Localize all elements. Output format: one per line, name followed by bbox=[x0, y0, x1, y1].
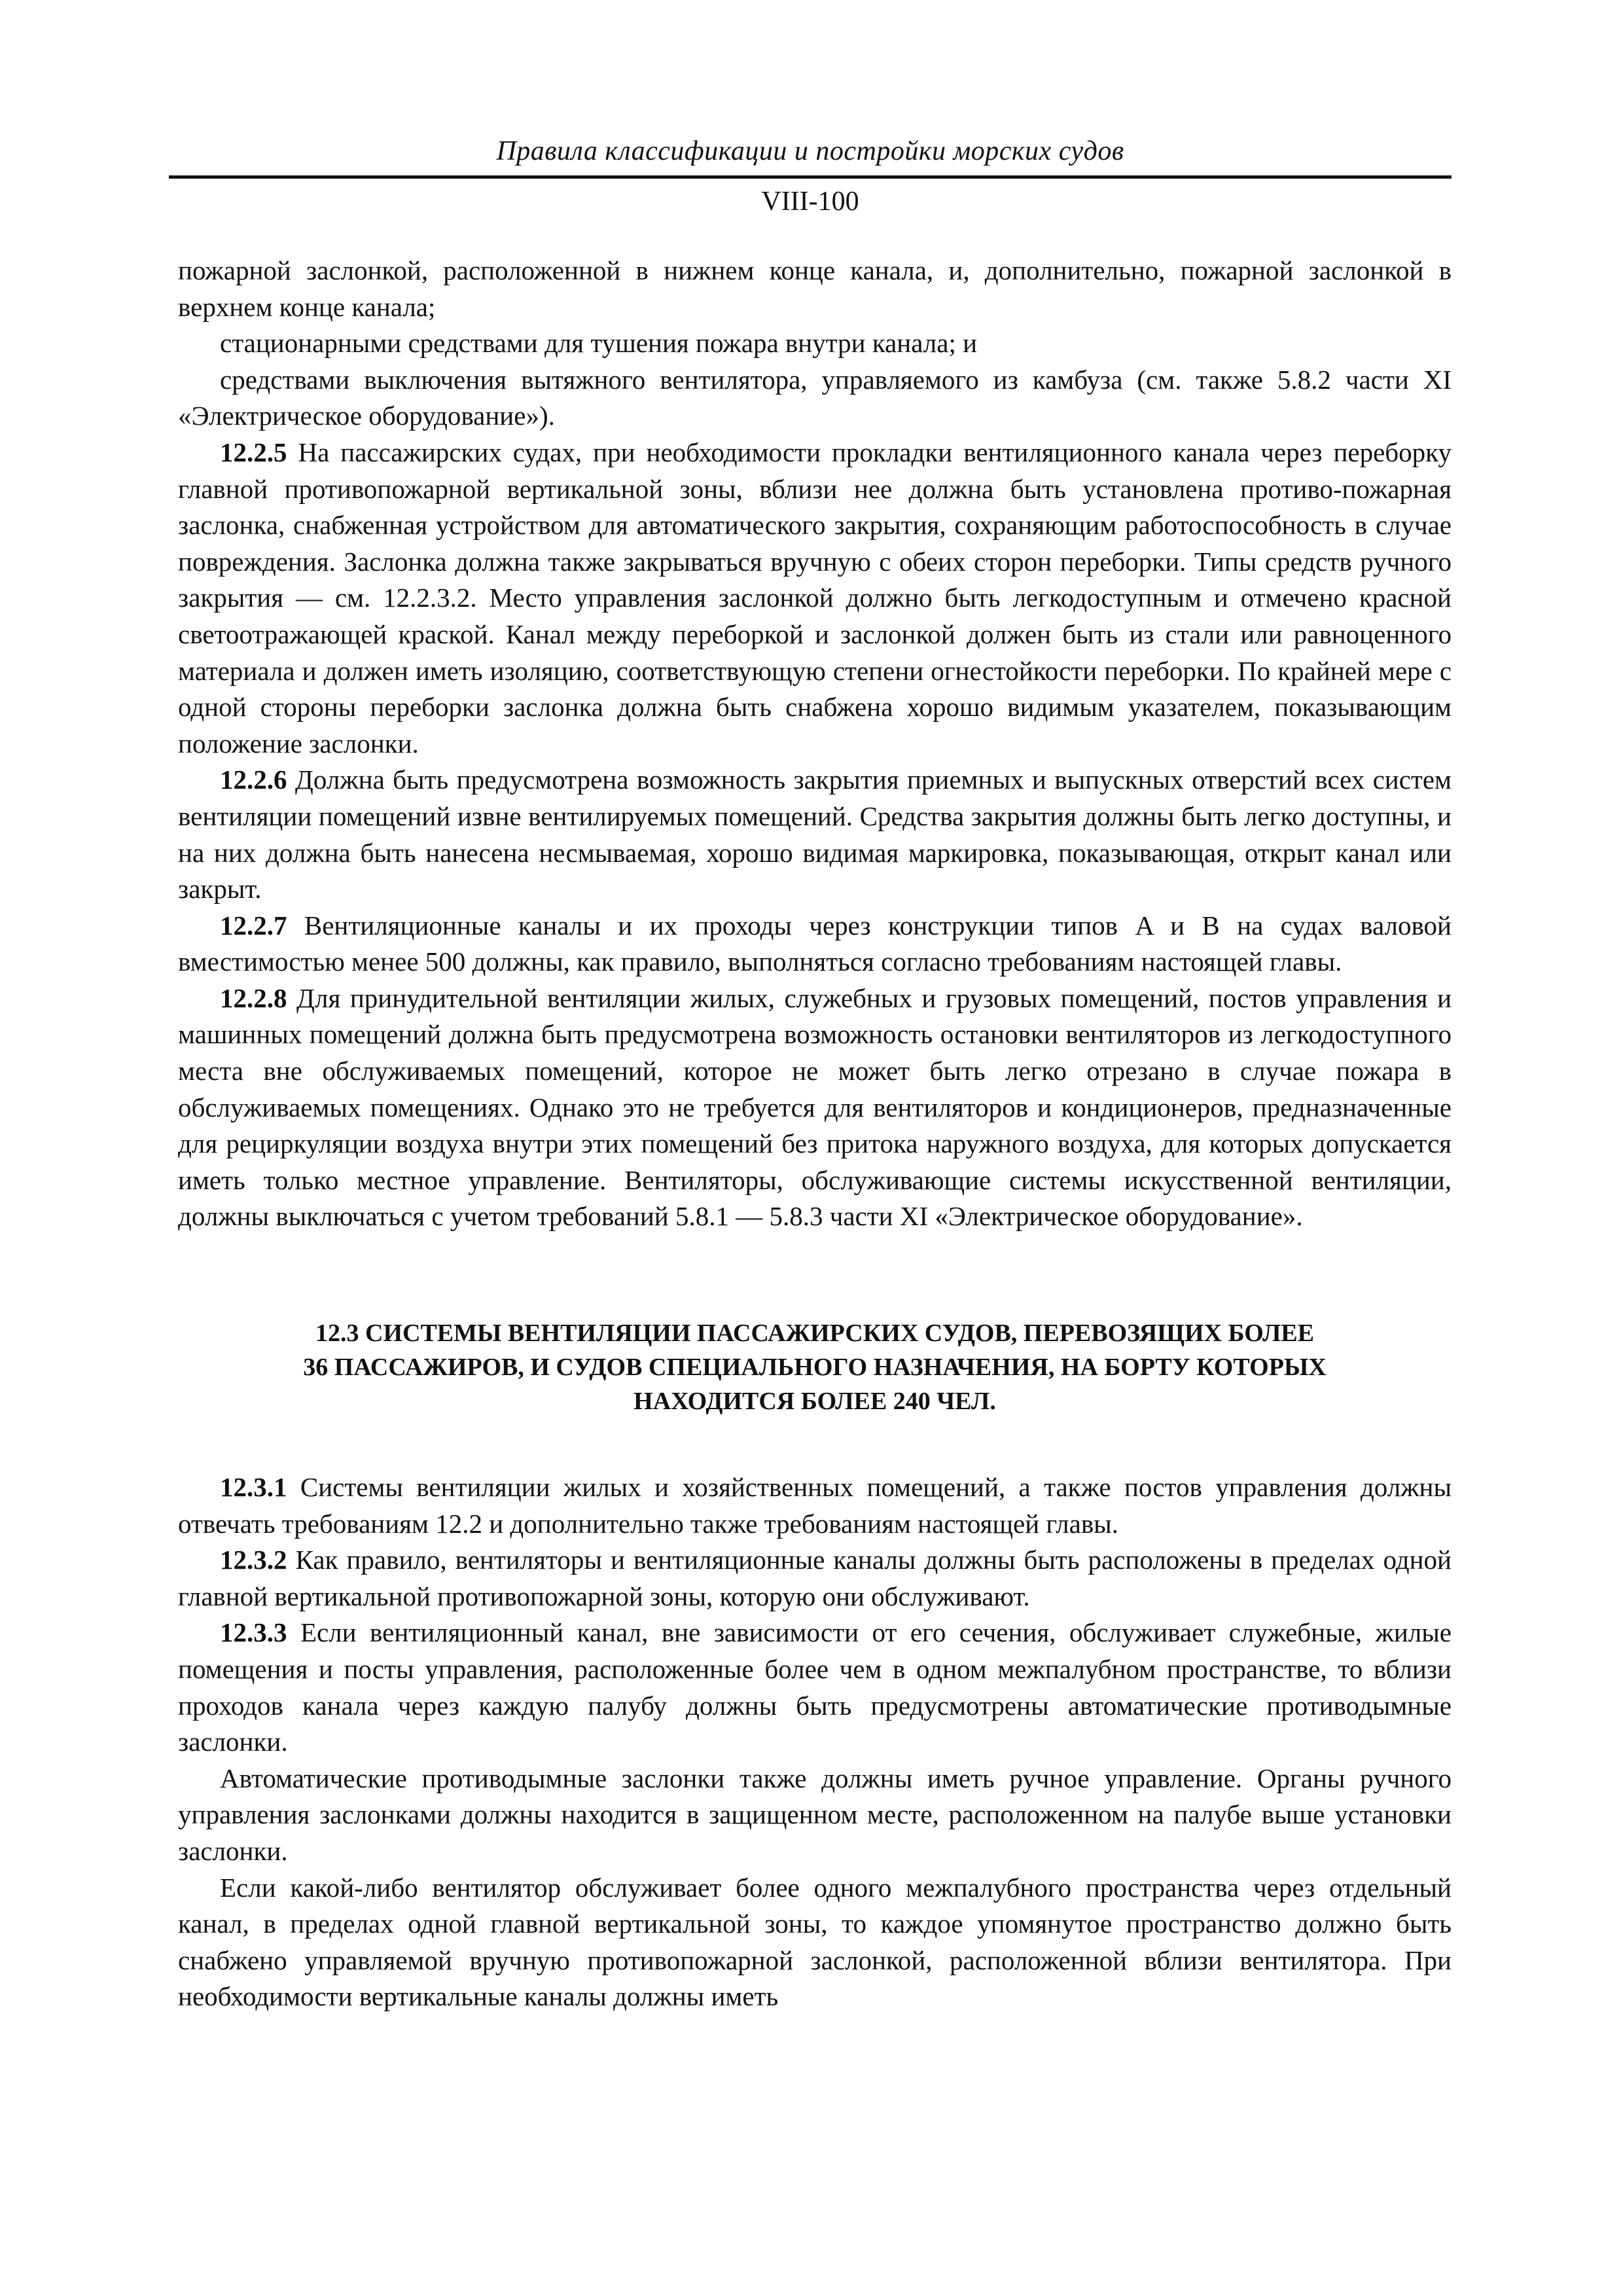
paragraph-12-3-3 bbox=[178, 1615, 1452, 1760]
section-title-line: 36 ПАССАЖИРОВ, И СУДОВ СПЕЦИАЛЬНОГО НАЗНАЧЕНИЯ, НА БОРТУ КОТОРЫХ bbox=[303, 1354, 1327, 1382]
paragraph bbox=[178, 362, 1452, 435]
section-title bbox=[178, 1316, 1452, 1418]
paragraph-text: Если вентиляционный канал, вне зависимости от его сечения, обслуживает служебные, жилые помещения и посты управления, расположенные более чем в одном межпалубном пространстве, то вблизи проходов канала через каждую палубу должны быть предусмотрены автоматические противодымные заслонки. bbox=[178, 1617, 1452, 1757]
paragraph bbox=[178, 325, 1452, 362]
document-body bbox=[178, 253, 1452, 2015]
paragraph-text: Автоматические противодымные заслонки также должны иметь ручное управление. Органы ручного управления заслонками должны находится в защищенном месте, расположенном на палубе выше установки заслонки. bbox=[178, 1763, 1452, 1866]
paragraph-text: Вентиляционные каналы и их проходы через конструкции типов A и B на судах валовой вместимостью менее 500 должны, как правило, выполняться согласно требованиям настоящей главы. bbox=[178, 910, 1452, 977]
paragraph-12-2-5 bbox=[178, 435, 1452, 762]
paragraph-12-2-7 bbox=[178, 908, 1452, 980]
paragraph-text: средствами выключения вытяжного вентилятора, управляемого из камбуза (см. также 5.8.2 части XI «Электрическое оборудование»). bbox=[178, 364, 1452, 431]
clause-number: 12.2.8 bbox=[220, 982, 287, 1013]
section-title-line: 12.3 СИСТЕМЫ ВЕНТИЛЯЦИИ ПАССАЖИРСКИХ СУДОВ, ПЕРЕВОЗЯЩИХ БОЛЕЕ bbox=[315, 1319, 1314, 1348]
paragraph-text: Должна быть предусмотрена возможность закрытия приемных и выпускных отверстий всех систем вентиляции помещений извне вентилируемых помещений. Средства закрытия должны быть легко доступны, и на них должна быть нанесена несмываемая, хорошо видимая маркировка, показывающая, открыт канал или закрыт. bbox=[178, 764, 1452, 905]
clause-number: 12.3.2 bbox=[220, 1545, 287, 1575]
paragraph-text: стационарными средствами для тушения пожара внутри канала; и bbox=[220, 328, 978, 359]
page-number: VIII-100 bbox=[761, 187, 859, 217]
paragraph bbox=[178, 1870, 1452, 2015]
clause-number: 12.3.1 bbox=[220, 1472, 287, 1503]
paragraph-12-2-8 bbox=[178, 980, 1452, 1235]
clause-number: 12.2.5 bbox=[220, 437, 287, 467]
clause-number: 12.3.3 bbox=[220, 1617, 287, 1648]
section-title-line: НАХОДИТСЯ БОЛЕЕ 240 ЧЕЛ. bbox=[633, 1388, 996, 1416]
paragraph-text: Системы вентиляции жилых и хозяйственных помещений, а также постов управления должны отвечать требованиям 12.2 и дополнительно также требованиям настоящей главы. bbox=[178, 1472, 1452, 1539]
paragraph-text: Как правило, вентиляторы и вентиляционные каналы должны быть расположены в пределах одной главной вертикальной противопожарной зоны, которую они обслуживают. bbox=[178, 1545, 1452, 1611]
clause-number: 12.2.7 bbox=[220, 910, 287, 941]
paragraph bbox=[178, 1761, 1452, 1870]
paragraph-12-3-1 bbox=[178, 1469, 1452, 1542]
paragraph-text: Для принудительной вентиляции жилых, служебных и грузовых помещений, постов управления и машинных помещений должна быть предусмотрена возможность остановки вентиляторов из легкодоступного места вне обслуживаемых помещений, которое не может быть легко отрезано в случае пожара в обслуживаемых помещениях. Однако это не требуется для вентиляторов и кондиционеров, предназначенные для рециркуляции воздуха внутри этих помещений без притока наружного воздуха, для которых допускается иметь только местное управление. Вентиляторы, обслуживающие системы искусственной вентиляции, должны выключаться с учетом требований 5.8.1 — 5.8.3 части XI «Электрическое оборудование». bbox=[178, 982, 1452, 1232]
paragraph-12-2-6 bbox=[178, 762, 1452, 907]
paragraph-12-3-2 bbox=[178, 1542, 1452, 1615]
paragraph-text: Если какой-либо вентилятор обслуживает более одного межпалубного пространства через отдельный канал, в пределах одной главной вертикальной зоны, то каждое упомянутое пространство должно быть снабжено управляемой вручную противопожарной заслонкой, расположенной вблизи вентилятора. При необходимости вертикальные каналы должны иметь bbox=[178, 1872, 1452, 2012]
clause-number: 12.2.6 bbox=[220, 764, 287, 795]
paragraph-text: На пассажирских судах, при необходимости прокладки вентиляционного канала через переборку главной противопожарной вертикальной зоны, вблизи нее должна быть установлена противо-пожарная заслонка, снабженная устройством для автоматического закрытия, сохраняющим работоспособность в случае повреждения. Заслонка должна также закрываться вручную с обеих сторон переборки. Типы средств ручного закрытия — см. 12.2.3.2. Место управления заслонкой должно быть легкодоступным и отмечено красной светоотражающей краской. Канал между переборкой и заслонкой должен быть из стали или равноценного материала и должен иметь изоляцию, соответствующую степени огнестойкости переборки. По крайней мере с одной стороны переборки заслонка должна быть снабжена хорошо видимым указателем, показывающим положение заслонки. bbox=[178, 437, 1452, 759]
paragraph bbox=[178, 253, 1452, 325]
header-rule bbox=[169, 175, 1452, 179]
running-header: Правила классификации и постройки морских судов bbox=[496, 136, 1124, 166]
paragraph-text: пожарной заслонкой, расположенной в нижнем конце канала, и, дополнительно, пожарной заслонкой в верхнем конце канала; bbox=[178, 255, 1452, 322]
